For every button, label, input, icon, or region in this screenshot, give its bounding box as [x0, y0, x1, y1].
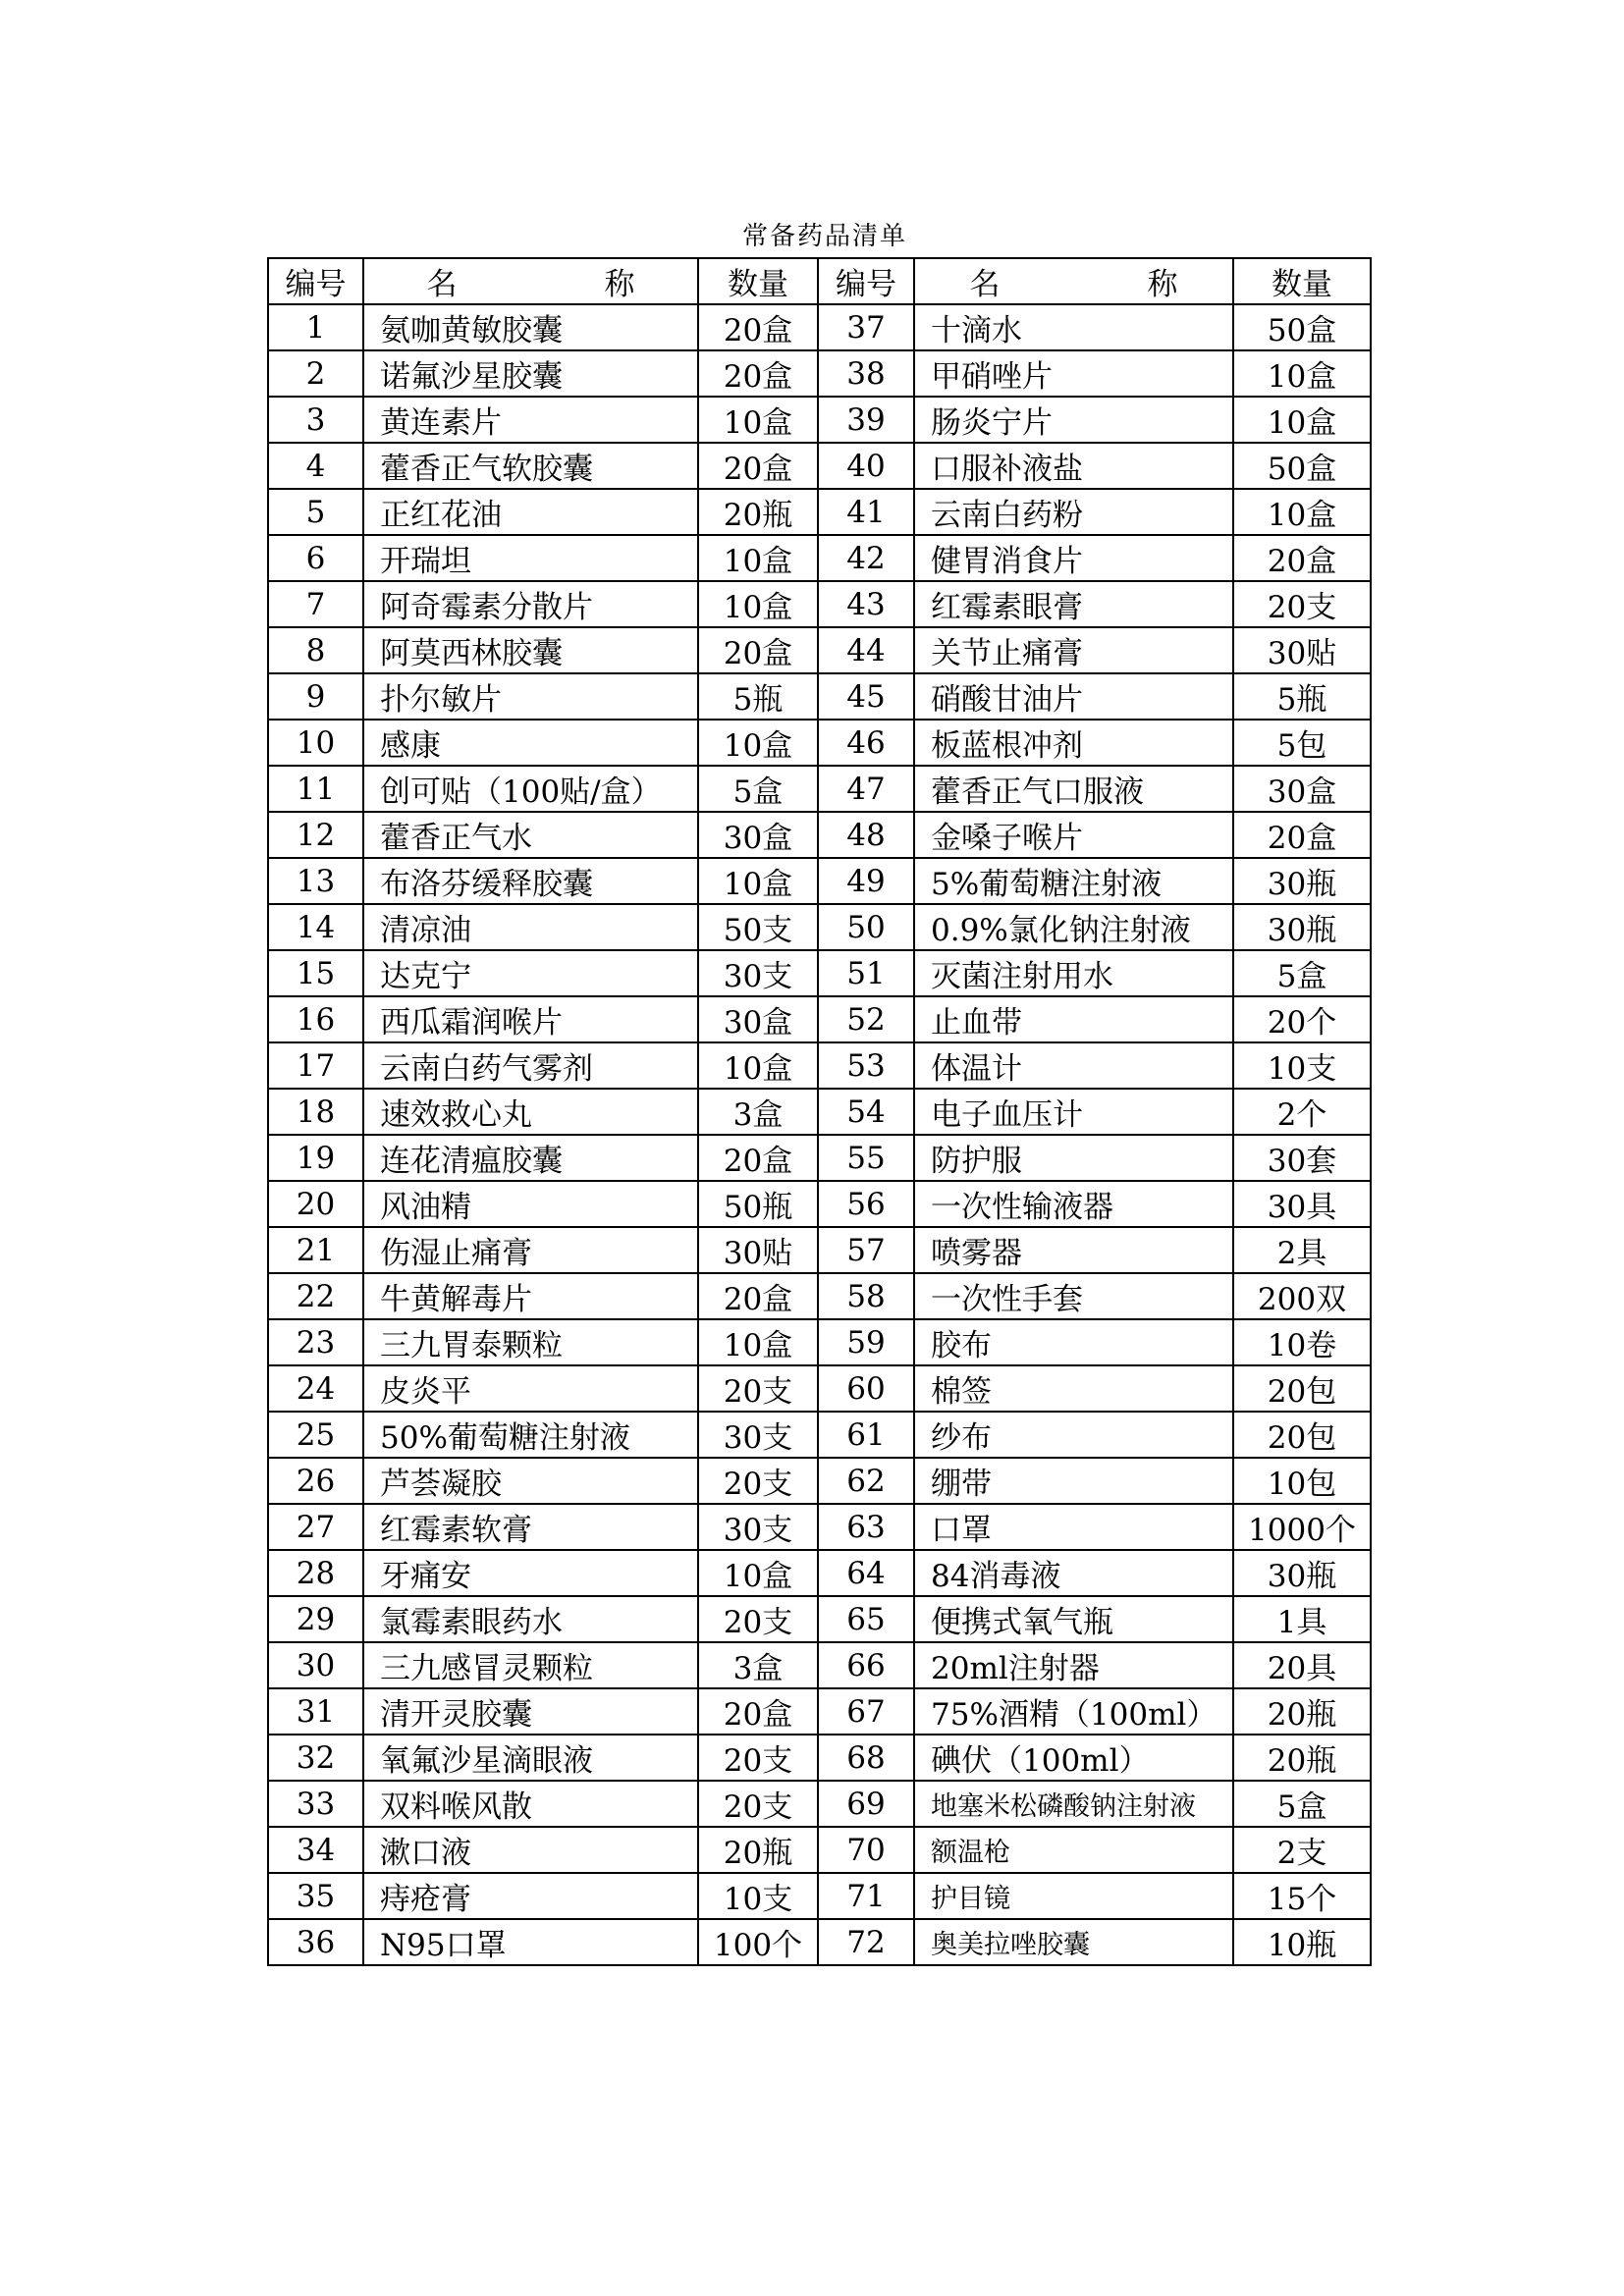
cell-number: 44 [818, 627, 914, 673]
cell-number: 70 [818, 1827, 914, 1873]
cell-name: 口服补液盐 [914, 443, 1233, 489]
cell-number: 63 [818, 1504, 914, 1550]
table-row [268, 1181, 1371, 1227]
cell-name: 护目镜 [914, 1873, 1233, 1919]
cell-number: 22 [268, 1273, 363, 1319]
cell-number: 43 [818, 581, 914, 627]
cell-number: 37 [818, 304, 914, 350]
cell-number: 52 [818, 996, 914, 1042]
cell-name: 藿香正气软胶囊 [363, 443, 698, 489]
cell-name: 诺氟沙星胶囊 [363, 350, 698, 397]
cell-name: 额温枪 [914, 1827, 1233, 1873]
cell-name: 达克宁 [363, 950, 698, 996]
cell-name: 云南白药粉 [914, 489, 1233, 535]
cell-number: 25 [268, 1412, 363, 1458]
cell-name: 灭菌注射用水 [914, 950, 1233, 996]
cell-quantity: 20盒 [698, 350, 818, 397]
table-row [268, 397, 1371, 443]
cell-name: 健胃消食片 [914, 535, 1233, 581]
header-number-right: 编号 [818, 258, 914, 304]
cell-name: 硝酸甘油片 [914, 673, 1233, 720]
cell-number: 11 [268, 766, 363, 812]
cell-name: 十滴水 [914, 304, 1233, 350]
cell-quantity: 50瓶 [698, 1181, 818, 1227]
cell-name: 皮炎平 [363, 1365, 698, 1412]
cell-name: 布洛芬缓释胶囊 [363, 858, 698, 904]
cell-quantity: 5盒 [1233, 1781, 1371, 1827]
cell-quantity: 200双 [1233, 1273, 1371, 1319]
header-name-char1: 名 [969, 267, 1001, 302]
cell-quantity: 10盒 [698, 1042, 818, 1089]
table-row [268, 443, 1371, 489]
cell-number: 40 [818, 443, 914, 489]
cell-quantity: 5包 [1233, 720, 1371, 766]
cell-name: 风油精 [363, 1181, 698, 1227]
table-row [268, 1042, 1371, 1089]
cell-name: 绷带 [914, 1458, 1233, 1504]
cell-name: 5%葡萄糖注射液 [914, 858, 1233, 904]
cell-number: 71 [818, 1873, 914, 1919]
cell-number: 31 [268, 1688, 363, 1735]
cell-name: 牙痛安 [363, 1550, 698, 1596]
cell-quantity: 20瓶 [698, 1827, 818, 1873]
cell-name: 牛黄解毒片 [363, 1273, 698, 1319]
cell-quantity: 20瓶 [698, 489, 818, 535]
cell-number: 42 [818, 535, 914, 581]
cell-number: 30 [268, 1642, 363, 1688]
cell-name: 芦荟凝胶 [363, 1458, 698, 1504]
cell-number: 72 [818, 1919, 914, 1965]
cell-quantity: 10支 [698, 1873, 818, 1919]
cell-number: 68 [818, 1735, 914, 1781]
cell-name: 喷雾器 [914, 1227, 1233, 1273]
cell-quantity: 30贴 [698, 1227, 818, 1273]
cell-number: 57 [818, 1227, 914, 1273]
cell-number: 54 [818, 1089, 914, 1135]
cell-name: 84消毒液 [914, 1550, 1233, 1596]
cell-quantity: 100个 [698, 1919, 818, 1965]
cell-number: 36 [268, 1919, 363, 1965]
cell-quantity: 10盒 [698, 535, 818, 581]
cell-number: 2 [268, 350, 363, 397]
cell-quantity: 3盒 [698, 1642, 818, 1688]
cell-name: 电子血压计 [914, 1089, 1233, 1135]
cell-quantity: 50支 [698, 904, 818, 950]
header-number-left: 编号 [268, 258, 363, 304]
cell-number: 24 [268, 1365, 363, 1412]
cell-quantity: 10盒 [1233, 397, 1371, 443]
cell-name: 红霉素眼膏 [914, 581, 1233, 627]
cell-number: 66 [818, 1642, 914, 1688]
header-name-char2: 称 [1147, 267, 1178, 302]
table-body [268, 304, 1371, 1965]
cell-number: 20 [268, 1181, 363, 1227]
cell-name: 一次性输液器 [914, 1181, 1233, 1227]
cell-quantity: 20瓶 [1233, 1688, 1371, 1735]
cell-quantity: 20支 [698, 1735, 818, 1781]
cell-quantity: 10盒 [1233, 489, 1371, 535]
medicine-table [267, 257, 1372, 1966]
cell-quantity: 20个 [1233, 996, 1371, 1042]
cell-name: 胶布 [914, 1319, 1233, 1365]
cell-name: 三九感冒灵颗粒 [363, 1642, 698, 1688]
cell-number: 65 [818, 1596, 914, 1642]
cell-quantity: 30盒 [698, 812, 818, 858]
table-row [268, 1919, 1371, 1965]
cell-quantity: 20支 [1233, 581, 1371, 627]
cell-number: 32 [268, 1735, 363, 1781]
cell-name: 痔疮膏 [363, 1873, 698, 1919]
cell-number: 56 [818, 1181, 914, 1227]
cell-number: 3 [268, 397, 363, 443]
cell-quantity: 20支 [698, 1365, 818, 1412]
table-row [268, 1135, 1371, 1181]
table-header-row [268, 258, 1371, 304]
table-row [268, 489, 1371, 535]
cell-name: 0.9%氯化钠注射液 [914, 904, 1233, 950]
cell-name: 漱口液 [363, 1827, 698, 1873]
cell-quantity: 10盒 [698, 720, 818, 766]
cell-name: 肠炎宁片 [914, 397, 1233, 443]
cell-name: 红霉素软膏 [363, 1504, 698, 1550]
cell-number: 15 [268, 950, 363, 996]
cell-quantity: 20盒 [698, 627, 818, 673]
cell-name: 连花清瘟胶囊 [363, 1135, 698, 1181]
cell-quantity: 30支 [698, 1412, 818, 1458]
cell-name: 体温计 [914, 1042, 1233, 1089]
cell-number: 61 [818, 1412, 914, 1458]
table-row [268, 304, 1371, 350]
cell-number: 50 [818, 904, 914, 950]
cell-name: N95口罩 [363, 1919, 698, 1965]
cell-quantity: 20支 [698, 1458, 818, 1504]
table-row [268, 720, 1371, 766]
cell-quantity: 30瓶 [1233, 1550, 1371, 1596]
cell-quantity: 5盒 [1233, 950, 1371, 996]
cell-quantity: 20盒 [698, 1688, 818, 1735]
cell-name: 藿香正气水 [363, 812, 698, 858]
cell-quantity: 30具 [1233, 1181, 1371, 1227]
cell-number: 26 [268, 1458, 363, 1504]
cell-name: 氯霉素眼药水 [363, 1596, 698, 1642]
cell-name: 速效救心丸 [363, 1089, 698, 1135]
cell-name: 扑尔敏片 [363, 673, 698, 720]
page-title: 常备药品清单 [741, 222, 907, 251]
table-row [268, 1319, 1371, 1365]
cell-name: 正红花油 [363, 489, 698, 535]
cell-number: 1 [268, 304, 363, 350]
table-row [268, 350, 1371, 397]
table-row [268, 1550, 1371, 1596]
cell-name: 纱布 [914, 1412, 1233, 1458]
cell-quantity: 10盒 [698, 858, 818, 904]
cell-name: 甲硝唑片 [914, 350, 1233, 397]
cell-name: 阿奇霉素分散片 [363, 581, 698, 627]
cell-name: 双料喉风散 [363, 1781, 698, 1827]
table-row [268, 1735, 1371, 1781]
cell-quantity: 30支 [698, 950, 818, 996]
table-row [268, 673, 1371, 720]
cell-quantity: 5盒 [698, 766, 818, 812]
cell-quantity: 10包 [1233, 1458, 1371, 1504]
cell-name: 75%酒精（100ml） [914, 1688, 1233, 1735]
cell-quantity: 30盒 [698, 996, 818, 1042]
cell-number: 58 [818, 1273, 914, 1319]
table-row [268, 535, 1371, 581]
header-name-char2: 称 [604, 267, 635, 302]
cell-name: 云南白药气雾剂 [363, 1042, 698, 1089]
cell-name: 开瑞坦 [363, 535, 698, 581]
cell-number: 47 [818, 766, 914, 812]
cell-quantity: 1000个 [1233, 1504, 1371, 1550]
cell-quantity: 5瓶 [698, 673, 818, 720]
cell-number: 33 [268, 1781, 363, 1827]
cell-name: 氧氟沙星滴眼液 [363, 1735, 698, 1781]
cell-number: 16 [268, 996, 363, 1042]
cell-quantity: 30瓶 [1233, 904, 1371, 950]
cell-number: 45 [818, 673, 914, 720]
cell-number: 9 [268, 673, 363, 720]
cell-name: 便携式氧气瓶 [914, 1596, 1233, 1642]
table-row [268, 996, 1371, 1042]
cell-number: 4 [268, 443, 363, 489]
cell-quantity: 10盒 [698, 1319, 818, 1365]
table-row [268, 904, 1371, 950]
cell-quantity: 20盒 [698, 1273, 818, 1319]
cell-name: 20ml注射器 [914, 1642, 1233, 1688]
cell-quantity: 30套 [1233, 1135, 1371, 1181]
cell-number: 69 [818, 1781, 914, 1827]
cell-number: 12 [268, 812, 363, 858]
cell-quantity: 10卷 [1233, 1319, 1371, 1365]
cell-name: 感康 [363, 720, 698, 766]
cell-quantity: 20支 [698, 1596, 818, 1642]
cell-name: 一次性手套 [914, 1273, 1233, 1319]
cell-quantity: 50盒 [1233, 304, 1371, 350]
cell-quantity: 30盒 [1233, 766, 1371, 812]
cell-number: 7 [268, 581, 363, 627]
cell-name: 50%葡萄糖注射液 [363, 1412, 698, 1458]
cell-number: 38 [818, 350, 914, 397]
cell-name: 碘伏（100ml） [914, 1735, 1233, 1781]
cell-number: 17 [268, 1042, 363, 1089]
header-quantity-right: 数量 [1233, 258, 1371, 304]
cell-quantity: 20具 [1233, 1642, 1371, 1688]
cell-number: 34 [268, 1827, 363, 1873]
cell-quantity: 3盒 [698, 1089, 818, 1135]
table-row [268, 1089, 1371, 1135]
cell-quantity: 20支 [698, 1781, 818, 1827]
cell-number: 19 [268, 1135, 363, 1181]
cell-number: 8 [268, 627, 363, 673]
cell-quantity: 30支 [698, 1504, 818, 1550]
cell-quantity: 20包 [1233, 1412, 1371, 1458]
cell-name: 防护服 [914, 1135, 1233, 1181]
cell-number: 60 [818, 1365, 914, 1412]
cell-name: 藿香正气口服液 [914, 766, 1233, 812]
cell-quantity: 10盒 [698, 1550, 818, 1596]
cell-name: 伤湿止痛膏 [363, 1227, 698, 1273]
cell-quantity: 10盒 [698, 397, 818, 443]
cell-number: 14 [268, 904, 363, 950]
table-row [268, 858, 1371, 904]
cell-number: 5 [268, 489, 363, 535]
cell-quantity: 10支 [1233, 1042, 1371, 1089]
cell-quantity: 10盒 [698, 581, 818, 627]
cell-name: 阿莫西林胶囊 [363, 627, 698, 673]
table-row [268, 1504, 1371, 1550]
table-row [268, 1781, 1371, 1827]
cell-quantity: 10瓶 [1233, 1919, 1371, 1965]
cell-number: 29 [268, 1596, 363, 1642]
cell-number: 62 [818, 1458, 914, 1504]
cell-quantity: 20盒 [698, 443, 818, 489]
cell-number: 18 [268, 1089, 363, 1135]
table-row [268, 1873, 1371, 1919]
cell-name: 金嗓子喉片 [914, 812, 1233, 858]
cell-number: 21 [268, 1227, 363, 1273]
table-row [268, 627, 1371, 673]
cell-quantity: 20盒 [1233, 535, 1371, 581]
cell-number: 13 [268, 858, 363, 904]
cell-name: 清开灵胶囊 [363, 1688, 698, 1735]
cell-name: 三九胃泰颗粒 [363, 1319, 698, 1365]
cell-number: 48 [818, 812, 914, 858]
cell-name: 棉签 [914, 1365, 1233, 1412]
table-row [268, 1827, 1371, 1873]
cell-number: 51 [818, 950, 914, 996]
header-quantity-left: 数量 [698, 258, 818, 304]
cell-quantity: 20包 [1233, 1365, 1371, 1412]
cell-number: 28 [268, 1550, 363, 1596]
table-row [268, 1458, 1371, 1504]
cell-quantity: 2具 [1233, 1227, 1371, 1273]
cell-number: 41 [818, 489, 914, 535]
cell-name: 地塞米松磷酸钠注射液 [914, 1781, 1233, 1827]
cell-number: 27 [268, 1504, 363, 1550]
cell-quantity: 30瓶 [1233, 858, 1371, 904]
cell-number: 55 [818, 1135, 914, 1181]
cell-name: 黄连素片 [363, 397, 698, 443]
cell-number: 6 [268, 535, 363, 581]
cell-number: 23 [268, 1319, 363, 1365]
cell-name: 创可贴（100贴/盒） [363, 766, 698, 812]
cell-quantity: 2支 [1233, 1827, 1371, 1873]
table-row [268, 1412, 1371, 1458]
table-row [268, 1273, 1371, 1319]
table-row [268, 1227, 1371, 1273]
table-row [268, 766, 1371, 812]
cell-number: 67 [818, 1688, 914, 1735]
cell-name: 氨咖黄敏胶囊 [363, 304, 698, 350]
cell-name: 关节止痛膏 [914, 627, 1233, 673]
cell-quantity: 2个 [1233, 1089, 1371, 1135]
cell-number: 35 [268, 1873, 363, 1919]
cell-quantity: 20盒 [698, 1135, 818, 1181]
cell-number: 10 [268, 720, 363, 766]
cell-name: 口罩 [914, 1504, 1233, 1550]
cell-quantity: 1具 [1233, 1596, 1371, 1642]
table-row [268, 950, 1371, 996]
cell-name: 西瓜霜润喉片 [363, 996, 698, 1042]
cell-quantity: 50盒 [1233, 443, 1371, 489]
cell-quantity: 20盒 [698, 304, 818, 350]
cell-quantity: 30贴 [1233, 627, 1371, 673]
cell-quantity: 20盒 [1233, 812, 1371, 858]
header-name-char1: 名 [426, 267, 458, 302]
table-row [268, 581, 1371, 627]
cell-number: 49 [818, 858, 914, 904]
table-row [268, 1688, 1371, 1735]
cell-number: 53 [818, 1042, 914, 1089]
cell-name: 止血带 [914, 996, 1233, 1042]
cell-number: 46 [818, 720, 914, 766]
cell-name: 奥美拉唑胶囊 [914, 1919, 1233, 1965]
cell-quantity: 20瓶 [1233, 1735, 1371, 1781]
cell-number: 39 [818, 397, 914, 443]
cell-quantity: 15个 [1233, 1873, 1371, 1919]
cell-quantity: 5瓶 [1233, 673, 1371, 720]
table-row [268, 1642, 1371, 1688]
cell-number: 59 [818, 1319, 914, 1365]
table-row [268, 812, 1371, 858]
header-name-left [363, 258, 698, 304]
cell-name: 板蓝根冲剂 [914, 720, 1233, 766]
cell-name: 清凉油 [363, 904, 698, 950]
header-name-right [914, 258, 1233, 304]
table-row [268, 1596, 1371, 1642]
table-row [268, 1365, 1371, 1412]
cell-number: 64 [818, 1550, 914, 1596]
cell-quantity: 10盒 [1233, 350, 1371, 397]
